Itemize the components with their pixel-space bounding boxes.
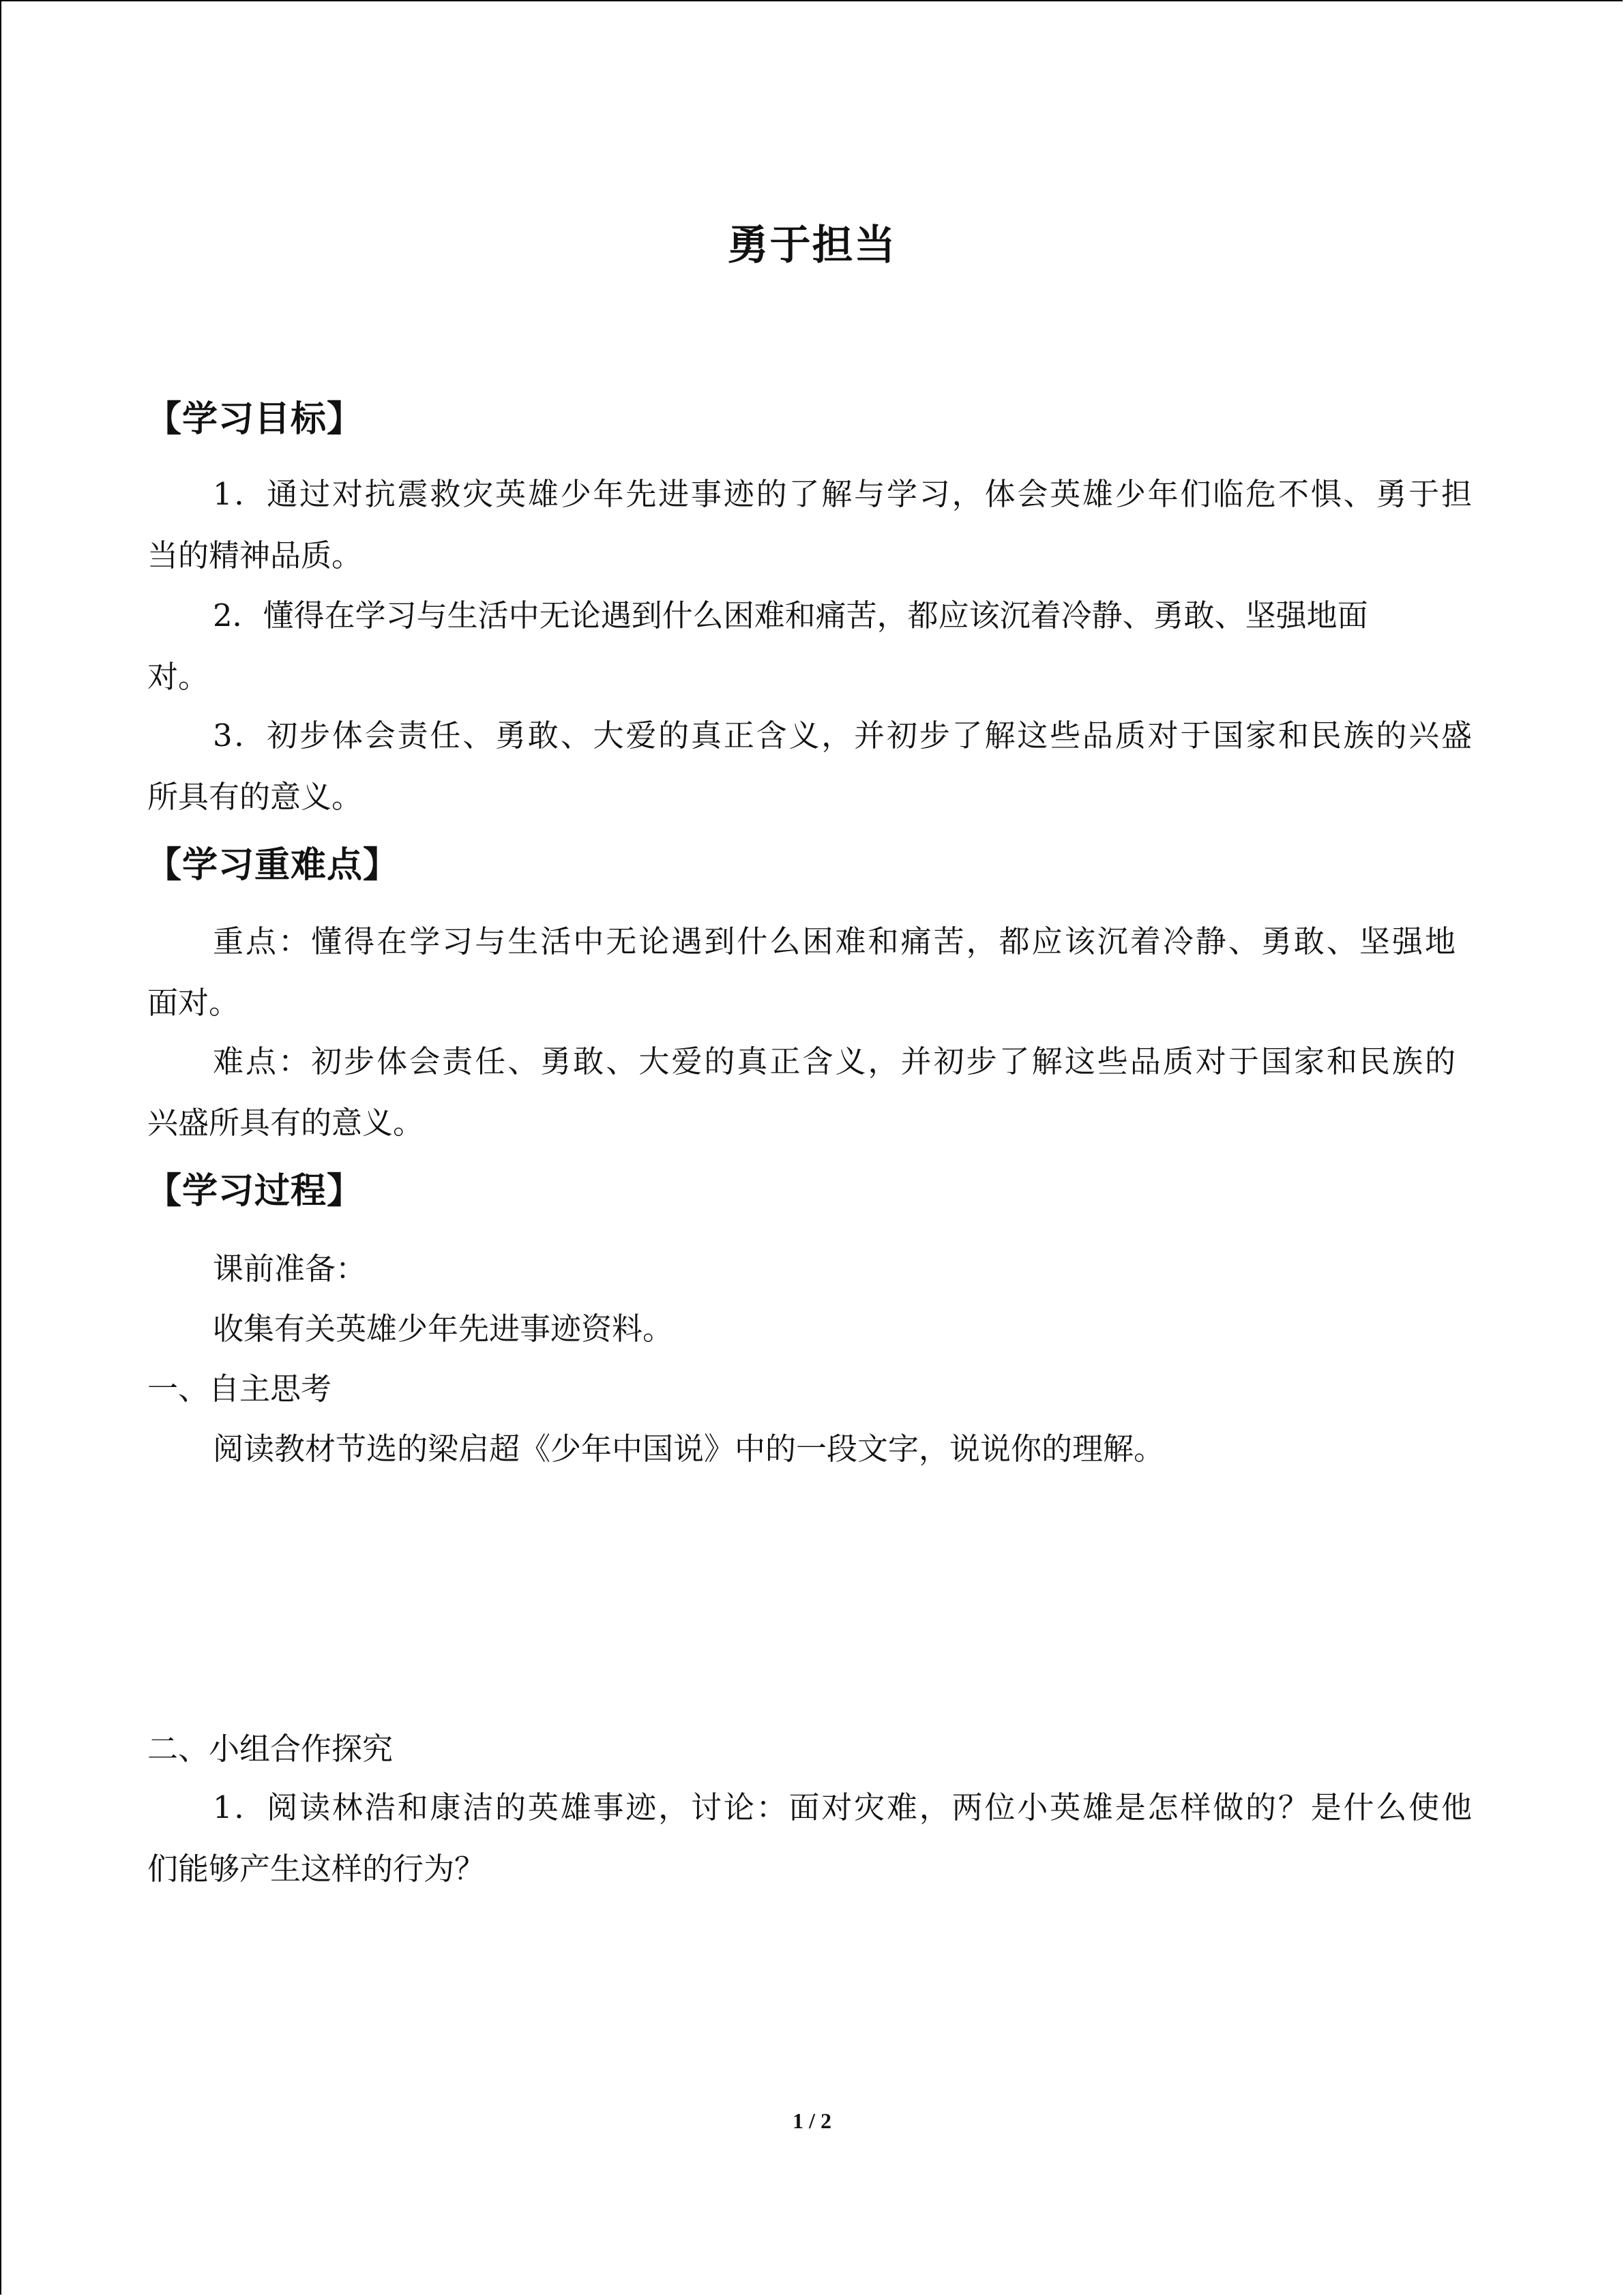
key-point-line-2: 面对。 xyxy=(147,985,240,1021)
section-heading-key-points: 【学习重难点】 xyxy=(146,845,400,886)
key-point-line-1: 重点：懂得在学习与生活中无论遇到什么困难和痛苦，都应该沉着冷静、勇敢、坚强地 xyxy=(213,923,1456,959)
part-2-item-1-line-2: 们能够产生这样的行为？ xyxy=(147,1851,486,1887)
page-title: 勇于担当 xyxy=(727,222,897,269)
section-heading-process: 【学习过程】 xyxy=(146,1171,364,1212)
goal-item-2-line-2: 对。 xyxy=(147,659,209,695)
page-number: 1 / 2 xyxy=(793,2108,831,2133)
part-1-text: 阅读教材节选的梁启超《少年中国说》中的一段文字，说说你的理解。 xyxy=(213,1431,1165,1467)
section-heading-goals: 【学习目标】 xyxy=(146,399,364,440)
difficult-point-line-1: 难点：初步体会责任、勇敢、大爱的真正含义，并初步了解这些品质对于国家和民族的 xyxy=(213,1043,1456,1079)
prep-text: 收集有关英雄少年先进事迹资料。 xyxy=(213,1311,674,1347)
part-2-item-1-line-1: 1．阅读林浩和康洁的英雄事迹，讨论：面对灾难，两位小英雄是怎样做的？是什么使他 xyxy=(213,1789,1472,1825)
prep-label: 课前准备： xyxy=(213,1251,367,1287)
goal-item-1-line-1: 1．通过对抗震救灾英雄少年先进事迹的了解与学习，体会英雄少年们临危不惧、勇于担 xyxy=(213,476,1472,512)
goal-item-3-line-1: 3．初步体会责任、勇敢、大爱的真正含义，并初步了解这些品质对于国家和民族的兴盛 xyxy=(213,717,1472,754)
part-2-title: 二、小组合作探究 xyxy=(147,1731,394,1767)
goal-item-2-line-1: 2．懂得在学习与生活中无论遇到什么困难和痛苦，都应该沉着冷静、勇敢、坚强地面 xyxy=(213,597,1368,633)
goal-item-1-line-2: 当的精神品质。 xyxy=(147,537,363,573)
goal-item-3-line-2: 所具有的意义。 xyxy=(147,779,363,815)
difficult-point-line-2: 兴盛所具有的意义。 xyxy=(147,1105,424,1141)
part-1-title: 一、自主思考 xyxy=(147,1371,332,1407)
